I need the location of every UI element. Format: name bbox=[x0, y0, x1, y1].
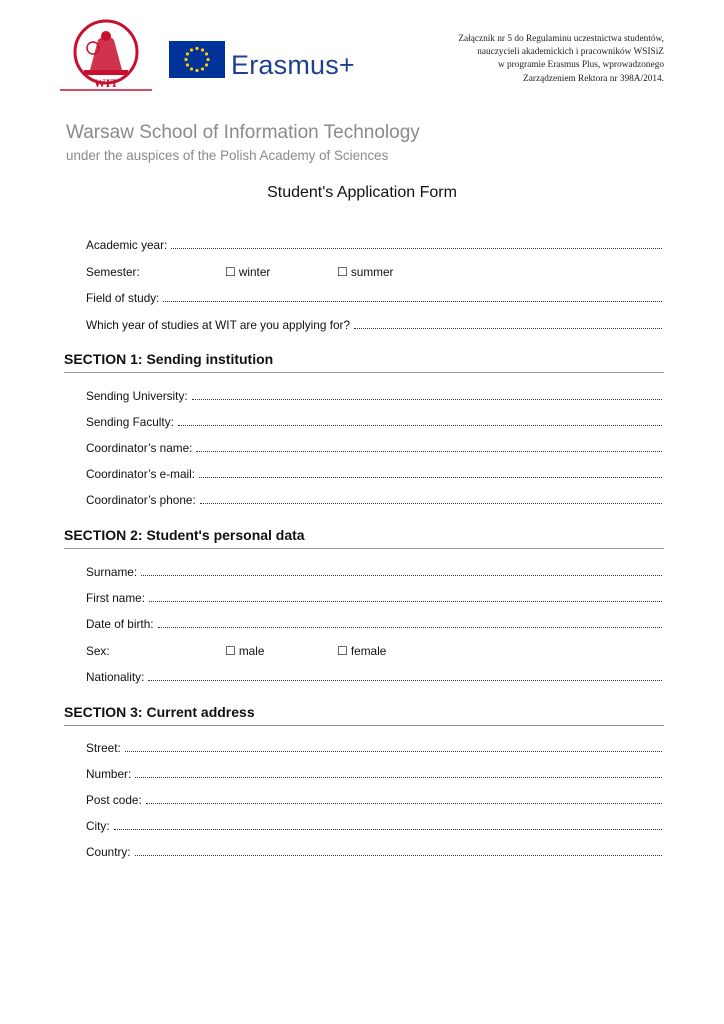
eu-star-icon bbox=[201, 67, 204, 70]
fill-line[interactable] bbox=[158, 626, 662, 628]
annex-line: nauczycieli akademickich i pracowników WSISiZ bbox=[477, 47, 664, 58]
field-of-study-field[interactable] bbox=[86, 291, 662, 305]
school-name: Warsaw School of Information Technology bbox=[66, 122, 420, 143]
sex-female-checkbox[interactable]: ☐ female bbox=[337, 644, 387, 658]
section-3-heading: SECTION 3: Current address bbox=[64, 704, 664, 726]
fill-line[interactable] bbox=[199, 476, 662, 478]
eu-star-icon bbox=[195, 47, 198, 50]
field-label: Date of birth: bbox=[86, 617, 154, 631]
fill-line[interactable] bbox=[163, 300, 662, 302]
eu-star-icon bbox=[186, 63, 189, 66]
field-label: Country: bbox=[86, 845, 131, 859]
country-field[interactable] bbox=[86, 845, 662, 859]
field-label: Sending Faculty: bbox=[86, 415, 174, 429]
coordinator-name-field[interactable] bbox=[86, 441, 662, 455]
field-label: Coordinator’s phone: bbox=[86, 493, 196, 507]
annex-note bbox=[384, 33, 664, 86]
fill-line[interactable] bbox=[146, 802, 662, 804]
semester-summer-checkbox[interactable]: ☐ summer bbox=[337, 265, 394, 279]
field-label: Street: bbox=[86, 741, 121, 755]
eu-star-icon bbox=[190, 67, 193, 70]
wit-logo-text: WIT bbox=[93, 76, 119, 90]
fill-line[interactable] bbox=[135, 854, 662, 856]
annex-line: Zarządzeniem Rektora nr 398A/2014. bbox=[523, 73, 664, 84]
semester-winter-checkbox[interactable]: ☐ winter bbox=[225, 265, 271, 279]
fill-line[interactable] bbox=[148, 679, 662, 681]
wit-logo bbox=[60, 18, 152, 94]
annex-line: Załącznik nr 5 do Regulaminu uczestnictwa studentów, bbox=[458, 34, 664, 44]
academic-year-field[interactable] bbox=[86, 238, 662, 252]
section-1-heading: SECTION 1: Sending institution bbox=[64, 351, 664, 373]
eu-star-icon bbox=[205, 52, 208, 55]
date-of-birth-field[interactable] bbox=[86, 617, 662, 631]
surname-field[interactable] bbox=[86, 565, 662, 579]
erasmus-plus-label: Erasmus+ bbox=[231, 50, 355, 80]
fill-line[interactable] bbox=[354, 327, 662, 329]
section-2-heading: SECTION 2: Student's personal data bbox=[64, 527, 664, 549]
sex-male-checkbox[interactable]: ☐ male bbox=[225, 644, 265, 658]
field-label: Coordinator’s name: bbox=[86, 441, 193, 455]
eu-star-icon bbox=[201, 48, 204, 51]
sex-label: Sex: bbox=[86, 644, 110, 658]
fill-line[interactable] bbox=[192, 398, 662, 400]
first-name-field[interactable] bbox=[86, 591, 662, 605]
eu-star-icon bbox=[195, 69, 198, 72]
field-label: Number: bbox=[86, 767, 132, 781]
field-label: Which year of studies at WIT are you applying for? bbox=[86, 318, 351, 332]
annex-line: w programie Erasmus Plus, wprowadzonego bbox=[497, 60, 664, 71]
fill-line[interactable] bbox=[196, 450, 662, 452]
fill-line[interactable] bbox=[178, 424, 662, 426]
post-code-field[interactable] bbox=[86, 793, 662, 807]
fill-line[interactable] bbox=[135, 776, 662, 778]
sending-faculty-field[interactable] bbox=[86, 415, 662, 429]
field-label: Academic year: bbox=[86, 238, 168, 252]
field-label: Coordinator’s e-mail: bbox=[86, 467, 196, 481]
eu-star-icon bbox=[190, 48, 193, 51]
fill-line[interactable] bbox=[141, 574, 662, 576]
fill-line[interactable] bbox=[149, 600, 662, 602]
coordinator-phone-field[interactable] bbox=[86, 493, 662, 507]
field-label: City: bbox=[86, 819, 110, 833]
fill-line[interactable] bbox=[114, 828, 662, 830]
coordinator-email-field[interactable] bbox=[86, 467, 662, 481]
eu-star-icon bbox=[186, 52, 189, 55]
field-label: Sending University: bbox=[86, 389, 188, 403]
sending-university-field[interactable] bbox=[86, 389, 662, 403]
city-field[interactable] bbox=[86, 819, 662, 833]
fill-line[interactable] bbox=[125, 750, 662, 752]
field-label: Post code: bbox=[86, 793, 142, 807]
field-label: First name: bbox=[86, 591, 145, 605]
street-field[interactable] bbox=[86, 741, 662, 755]
field-label: Surname: bbox=[86, 565, 138, 579]
number-field[interactable] bbox=[86, 767, 662, 781]
year-applying-field[interactable] bbox=[86, 318, 662, 332]
school-subtitle: under the auspices of the Polish Academy of Sciences bbox=[66, 148, 389, 163]
eu-star-icon bbox=[206, 58, 209, 61]
nationality-field[interactable] bbox=[86, 670, 662, 684]
eu-flag-icon bbox=[169, 41, 225, 78]
fill-line[interactable] bbox=[200, 502, 662, 504]
eu-star-icon bbox=[205, 63, 208, 66]
field-label: Field of study: bbox=[86, 291, 160, 305]
eu-star-icon bbox=[184, 58, 187, 61]
fill-line[interactable] bbox=[171, 247, 662, 249]
field-label: Nationality: bbox=[86, 670, 145, 684]
form-title: Student's Application Form bbox=[267, 184, 457, 201]
semester-label: Semester: bbox=[86, 265, 140, 279]
